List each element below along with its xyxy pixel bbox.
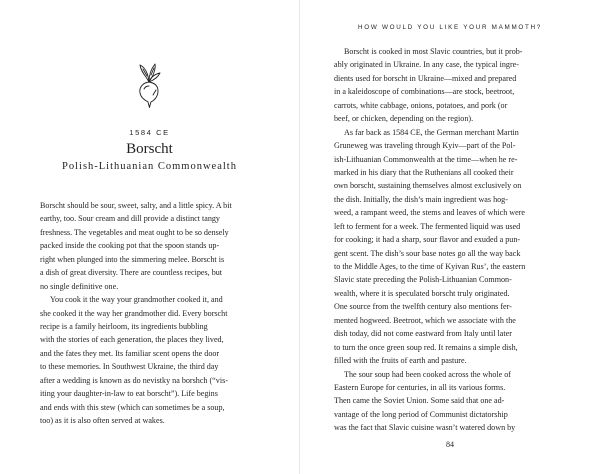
- text-line: Slavic state preceding the Polish-Lithuanian Common-: [334, 275, 512, 285]
- text-line: weed, a rampant weed, the stems and leaves of which were: [334, 208, 526, 218]
- text-line: dients used for borscht in Ukraine—mixed and prepared: [334, 73, 517, 83]
- chapter-subtitle: Polish-Lithuanian Commonwealth: [62, 161, 237, 172]
- text-line: freshness. The vegetables and meat ought to be so densely: [40, 227, 229, 237]
- text-line: Borscht is cooked in most Slavic countries, but it prob-: [344, 47, 523, 56]
- text-line: One source from the twelfth century also mentions fer-: [334, 302, 512, 312]
- text-line: to these memories. In Southwest Ukraine, the third day: [40, 362, 219, 372]
- chapter-title: Borscht: [126, 141, 173, 157]
- text-line: As far back as 1584 CE, the German merchant Martin: [344, 127, 519, 137]
- text-line: with the stories of each generation, the places they lived,: [40, 335, 224, 345]
- text-line: vantage of the long period of Communist dictatorship: [334, 409, 508, 419]
- text-line: was the fact that Slavic cuisine wasn’t watered down by: [334, 423, 516, 433]
- year-label: 1584 CE: [129, 128, 170, 137]
- text-line: right when plunged into the simmering melee. Borscht is: [40, 254, 225, 264]
- text-line: and the fates they met. Its familiar scent opens the door: [40, 348, 220, 358]
- beet-icon: [135, 62, 163, 108]
- text-line: mented hogweed. Beetroot, which we associate with the: [334, 315, 516, 325]
- text-line: no single definitive one.: [40, 281, 119, 291]
- text-line: for cooking; it had a sharp, sour flavor and exuded a pun-: [334, 235, 521, 245]
- text-line: dish today, did not come eastward from Italy until later: [334, 329, 512, 339]
- text-line: filled with the fruits of earth and pasture.: [334, 356, 467, 366]
- text-line: recipe is a family heirloom, its ingredients bubbling: [40, 321, 208, 331]
- text-line: gent scent. The dish’s sour base notes go all the way back: [334, 248, 521, 258]
- running-head: HOW WOULD YOU LIKE YOUR MAMMOTH?: [358, 24, 542, 31]
- text-line: left to ferment for a week. The fermented liquid was used: [334, 221, 521, 231]
- page-number: 84: [446, 440, 454, 449]
- text-line: The sour soup had been cooked across the whole of: [344, 369, 511, 379]
- text-line: ably originated in Ukraine. In any case, the typical ingre-: [334, 60, 519, 70]
- text-line: too) as it is also often served at wakes.: [40, 416, 165, 425]
- text-line: after a wedding is known as do nevistky na borshch (“vis-: [40, 375, 228, 385]
- text-line: carrots, white cabbage, onions, potatoes, and pork (or: [334, 100, 508, 110]
- text-line: Borscht should be sour, sweet, salty, and a little spicy. A bit: [40, 201, 232, 210]
- text-line: and ends with this stew (which can sometimes be a soup,: [40, 402, 225, 412]
- text-line: a dish of great diversity. There are countless recipes, but: [40, 268, 223, 278]
- text-line: Then came the Soviet Union. Some said that one ad-: [334, 396, 505, 406]
- text-line: the dish. Initially, the dish’s main ingredient was hog-: [334, 194, 508, 204]
- text-line: Eastern Europe for centuries, in all its various forms.: [334, 382, 506, 392]
- text-line: earthy, too. Sour cream and dill provide a distinct tangy: [40, 214, 220, 224]
- text-line: own borscht, sustaining themselves almost exclusively on: [334, 181, 522, 191]
- text-line: in a kaleidoscope of combinations—are stock, beetroot,: [334, 87, 515, 97]
- text-line: to turn the once green soup red. It remains a simple dish,: [334, 342, 518, 352]
- text-line: she cooked it the way her grandmother did. Every borscht: [40, 308, 228, 318]
- text-line: to the Middle Ages, to the time of Kyivan Rus’, the eastern: [334, 262, 526, 271]
- right-body-text: [334, 45, 560, 435]
- left-page: [0, 0, 299, 474]
- text-line: wealth, where it is speculated borscht truly originated.: [334, 288, 510, 298]
- text-line: ish-Lithuanian Commonwealth at the time—when he re-: [334, 154, 518, 164]
- text-line: You cook it the way your grandmother cooked it, and: [50, 295, 223, 305]
- text-line: packed inside the cooking pot that the spoon stands up-: [40, 241, 220, 251]
- text-line: marked in his diary that the Ruthenians all cooked their: [334, 167, 514, 177]
- text-line: beef, or chicken, depending on the region).: [334, 114, 474, 124]
- gutter-divider: [299, 0, 300, 474]
- left-body-text: [40, 199, 264, 427]
- text-line: Gruneweg was traveling through Kyiv—part of the Pol-: [334, 141, 516, 151]
- text-line: iting your daughter-in-law to eat borscht”). Life begins: [40, 389, 218, 399]
